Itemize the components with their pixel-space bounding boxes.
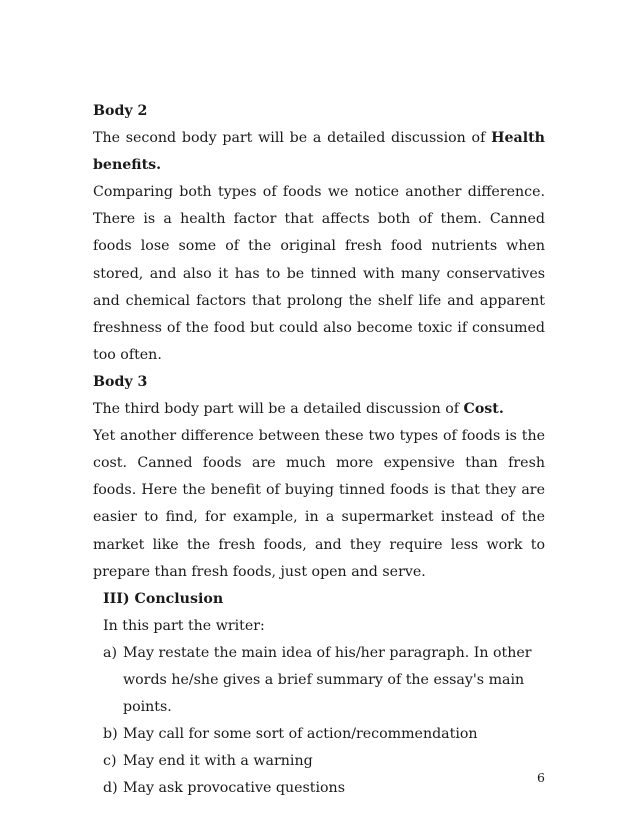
body2-intro-topic: Health benefits.: [93, 130, 545, 174]
body2-intro: [93, 125, 545, 179]
list-item-text: May call for some sort of action/recommendation: [123, 726, 478, 743]
list-marker: b): [103, 726, 118, 743]
list-marker: c): [103, 753, 117, 770]
conclusion-intro: In this part the writer:: [103, 617, 265, 634]
list-item: [93, 640, 545, 721]
body3-intro-text: The third body part will be a detailed discussion of: [93, 401, 464, 418]
list-item-text: May restate the main idea of his/her paragraph. In other words he/she gives a brief summary of the essay's main points.: [123, 644, 532, 716]
body2-heading: Body 2: [93, 103, 148, 119]
body3-heading: Body 3: [93, 373, 148, 390]
body3-paragraph: Yet another difference between these two types of foods is the cost. Canned foods are much more expensive than fresh foods. Here the benefit of buying tinned foods is that they are easier to find, for example, in a supermarket instead of the market like the fresh foods, and they require less work to prepare than fresh foods, just open and serve.: [93, 428, 545, 580]
body2-paragraph: Comparing both types of foods we notice another difference. There is a health factor that affects both of them. Canned foods lose some of the original fresh food nutrients when stored, and also it has to be tinned with many conservatives and chemical factors that prolong the shelf life and apparent freshness of the food but could also become toxic if consumed too often.: [93, 184, 545, 363]
list-marker: d): [103, 780, 118, 797]
page-number: 6: [537, 770, 545, 785]
body2-intro-text: The second body part will be a detailed discussion of: [93, 130, 492, 147]
body3-intro: [93, 396, 545, 423]
list-item-text: May end it with a warning: [123, 753, 313, 770]
body3-intro-topic: Cost.: [463, 401, 504, 418]
list-item: [93, 721, 545, 748]
list-marker: a): [103, 644, 117, 661]
conclusion-heading: III) Conclusion: [103, 590, 224, 607]
list-item-text: May ask provocative questions: [123, 780, 345, 797]
page-content: [93, 98, 545, 802]
